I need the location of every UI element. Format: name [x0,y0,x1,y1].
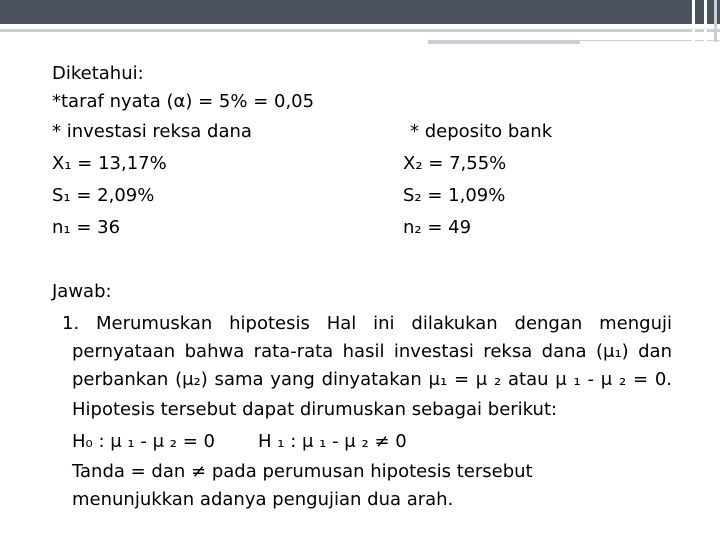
step1-line: pernyataan bahwa rata-rata hasil investasi reksa dana (μ₁) dan [72,341,672,362]
group2-label: * deposito bank [410,121,553,142]
null-hypothesis: H₀ : μ ₁ - μ ₂ = 0 [72,431,215,452]
answer-heading: Jawab: [52,281,112,302]
accent-line [428,40,580,44]
corner-rule [714,0,717,42]
group2-mean: X₂ = 7,55% [403,153,507,174]
group1-mean: X₁ = 13,17% [52,153,167,174]
group1-label: * investasi reksa dana [52,121,252,142]
group2-sd: S₂ = 1,09% [403,185,506,206]
group1-sd: S₁ = 2,09% [52,185,155,206]
corner-rule [692,0,695,42]
step1-line: perbankan (μ₂) sama yang dinyatakan μ₁ = μ ₂ atau μ ₁ - μ ₂ = 0. [72,369,672,390]
alpha-line: *taraf nyata (α) = 5% = 0,05 [52,91,315,112]
conclusion-line: menunjukkan adanya pengujian dua arah. [72,489,454,510]
corner-rule [704,0,707,42]
step1-line: 1. Merumuskan hipotesis Hal ini dilakukan dengan menguji [62,313,672,334]
step1-line: Hipotesis tersebut dapat dirumuskan sebagai berikut: [72,399,558,420]
alternative-hypothesis: H ₁ : μ ₁ - μ ₂ ≠ 0 [258,431,407,452]
group1-n: n₁ = 36 [52,217,121,238]
accent-line-thin [580,40,720,41]
conclusion-line: Tanda = dan ≠ pada perumusan hipotesis tersebut [72,461,533,482]
slide-header-bar [0,0,720,24]
given-heading: Diketahui: [52,63,144,84]
group2-n: n₂ = 49 [403,217,472,238]
slide-header-strip [0,29,720,32]
